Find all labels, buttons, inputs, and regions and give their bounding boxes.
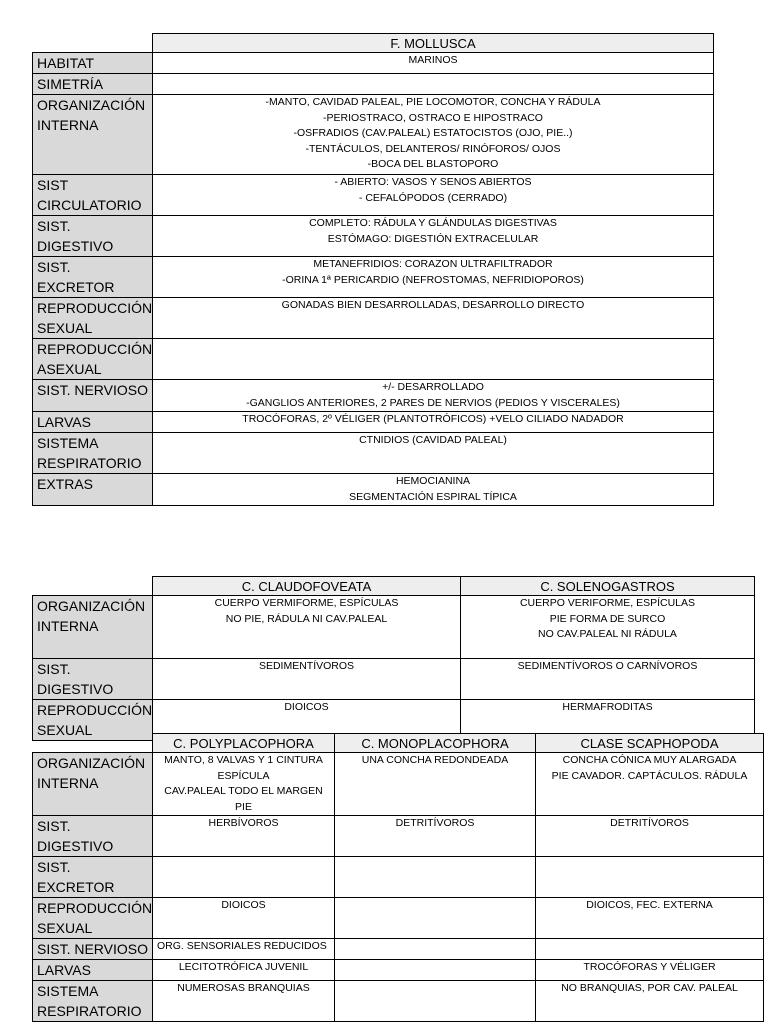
row-label-nervioso: [33, 380, 153, 412]
label-line: RESPIRATORIO: [37, 455, 142, 471]
label-line: INTERNA: [37, 618, 99, 634]
row-label-excretor: [33, 257, 153, 298]
cell-line: DIOICOS: [284, 701, 329, 713]
column-header: C. MONOPLACOPHORA: [335, 734, 536, 753]
label-line: SEXUAL: [37, 722, 93, 738]
row-label-organizacion: [33, 596, 153, 659]
table-cell: [335, 898, 536, 939]
table-cell: [536, 939, 764, 960]
table-cell: [335, 753, 536, 816]
row-label-extras: [33, 474, 153, 506]
label-line: ASEXUAL: [37, 361, 102, 377]
label-line: REPRODUCCIÓN: [37, 702, 153, 718]
label-line: REPRODUCCIÓN: [37, 300, 153, 316]
row-label-digestivo: [33, 816, 153, 857]
table-cell: [536, 816, 764, 857]
column-header: C. SOLENOGASTROS: [461, 577, 755, 596]
cell-line: UNA CONCHA REDONDEADA: [361, 754, 509, 766]
table-cell: [153, 816, 335, 857]
label-line: RESPIRATORIO: [37, 1003, 142, 1019]
cell-line: SEGMENTACIÓN ESPIRAL TÍPICA: [349, 490, 517, 503]
cell-line: SEDIMENTÍVOROS O CARNÍVOROS: [517, 660, 698, 672]
column-header: F. MOLLUSCA: [153, 34, 714, 53]
label-line: SEXUAL: [37, 920, 93, 936]
cell-line: DETRITÍVOROS: [395, 817, 475, 829]
label-line: CIRCULATORIO: [37, 197, 142, 213]
row-label-digestivo: [33, 216, 153, 257]
row-label-excretor: [33, 857, 153, 898]
column-header: C. POLYPLACOPHORA: [153, 734, 335, 753]
cell-line: - ABIERTO: VASOS Y SENOS ABIERTOS: [334, 176, 532, 188]
cell-line: -GANGLIOS ANTERIORES, 2 PARES DE NERVIOS (PEDIOS Y VISCERALES): [246, 396, 620, 409]
cell-respiratorio: [153, 433, 714, 474]
table-cell: [335, 981, 536, 1022]
cell-line: -BOCA DEL BLASTOPORO: [367, 158, 499, 170]
cell-line: -MANTO, CAVIDAD PALEAL, PIE LOCOMOTOR, CONCHA Y RÁDULA: [265, 96, 601, 108]
cell-line: +/- DESARROLLADO: [382, 381, 484, 393]
cell-line: - CEFALÓPODOS (CERRADO): [358, 191, 508, 204]
cell-line: DIOICOS, FEC. EXTERNA: [586, 899, 713, 911]
row-label-respiratorio: [33, 981, 153, 1022]
row-label-habitat: [33, 53, 153, 74]
cell-line: NO CAV.PALEAL NI RÁDULA: [538, 628, 677, 640]
cell-larvas: [153, 412, 714, 433]
cell-line: CUERPO VERMIFORME, ESPÍCULAS: [214, 597, 399, 609]
table-cell: [536, 981, 764, 1022]
corner-blank: [33, 734, 153, 753]
cell-line: TROCÓFORAS, 2º VÉLIGER (PLANTOTRÓFICOS) +VELO CILIADO NADADOR: [242, 413, 624, 425]
label-line: SEXUAL: [37, 320, 93, 336]
cell-line: CTNIDIOS (CAVIDAD PALEAL): [359, 434, 507, 446]
row-label-repro-sexual: [33, 298, 153, 339]
cell-organizacion: [153, 95, 714, 175]
cell-line: NO PIE, RÁDULA NI CAV.PALEAL: [225, 612, 388, 625]
cell-line: CAV.PALEAL TODO EL MARGEN PIE: [164, 785, 323, 813]
cell-line: SEDIMENTÍVOROS: [258, 660, 355, 672]
row-label-repro-asexual: [33, 339, 153, 380]
label-line: SIST. DIGESTIVO: [37, 661, 114, 697]
label-line: SIST. DIGESTIVO: [37, 818, 114, 854]
label-line: SIST. NERVIOSO: [37, 382, 148, 398]
label-line: ORGANIZACIÓN: [37, 755, 146, 771]
label-line: SIST. EXCRETOR: [37, 859, 115, 895]
cell-line: CONCHA CÓNICA MUY ALARGADA: [562, 754, 737, 766]
classes-table: [32, 733, 764, 1022]
table-cell: [335, 816, 536, 857]
table-cell: [461, 596, 755, 659]
cell-line: CUERPO VERIFORME, ESPÍCULAS: [519, 597, 696, 609]
aplacophora-table: [32, 576, 755, 741]
table-cell: [153, 753, 335, 816]
label-line: INTERNA: [37, 775, 99, 791]
table-cell: [153, 939, 335, 960]
cell-line: DETRITÍVOROS: [610, 817, 689, 829]
cell-line: HERMAFRODITAS: [562, 701, 653, 713]
label-line: LARVAS: [37, 414, 91, 430]
cell-line: -PERIOSTRACO, OSTRACO E HIPOSTRACO: [323, 111, 543, 124]
table-cell: [153, 659, 461, 700]
row-label-digestivo: [33, 659, 153, 700]
cell-line: HERBÍVOROS: [208, 817, 279, 829]
row-label-larvas: [33, 412, 153, 433]
cell-repro-sexual: [153, 298, 714, 339]
cell-line: NO BRANQUIAS, POR CAV. PALEAL: [561, 982, 738, 994]
table-cell: [335, 960, 536, 981]
label-line: LARVAS: [37, 962, 91, 978]
cell-line: GONADAS BIEN DESARROLLADAS, DESARROLLO DIRECTO: [281, 299, 585, 311]
cell-line: MANTO, 8 VALVAS Y 1 CINTURA ESPÍCULA: [164, 754, 323, 782]
cell-line: PIE CAVADOR. CAPTÁCULOS. RÁDULA: [551, 769, 748, 782]
table-cell: [153, 960, 335, 981]
cell-line: NUMEROSAS BRANQUIAS: [177, 982, 310, 994]
row-label-simetria: [33, 74, 153, 95]
table-cell: [153, 857, 335, 898]
label-line: INTERNA: [37, 117, 99, 133]
cell-circulatorio: [153, 175, 714, 216]
table-cell: [153, 596, 461, 659]
row-label-repro-sexual: [33, 898, 153, 939]
label-line: REPRODUCCIÓN: [37, 900, 153, 916]
label-line: EXTRAS: [37, 476, 94, 492]
row-label-larvas: [33, 960, 153, 981]
label-line: SIST. NERVIOSO: [37, 941, 148, 957]
corner-blank: [33, 577, 153, 596]
table-cell: [536, 898, 764, 939]
label-line: ORGANIZACIÓN: [37, 598, 146, 614]
cell-line: DIOICOS: [221, 899, 266, 911]
cell-line: COMPLETO: RÁDULA Y GLÁNDULAS DIGESTIVAS: [309, 217, 557, 229]
label-line: ORGANIZACIÓN: [37, 97, 146, 113]
cell-repro-asexual: [153, 339, 714, 380]
label-line: SISTEMA: [37, 983, 99, 999]
cell-line: ORG. SENSORIALES REDUCIDOS: [157, 940, 327, 952]
label-line: SISTEMA: [37, 435, 99, 451]
table-cell: [153, 898, 335, 939]
cell-line: LECITOTRÓFICA JUVENIL: [178, 961, 309, 973]
column-header: C. CLAUDOFOVEATA: [153, 577, 461, 596]
row-label-organizacion: [33, 753, 153, 816]
column-header: CLASE SCAPHOPODA: [536, 734, 764, 753]
row-label-organizacion: [33, 95, 153, 175]
cell-line: -ORINA 1ª PERICARDIO (NEFROSTOMAS, NEFRIDIOPOROS): [282, 273, 584, 286]
cell-nervioso: [153, 380, 714, 412]
table-cell: [335, 939, 536, 960]
table-cell: [536, 857, 764, 898]
cell-simetria: [153, 74, 714, 95]
table-cell: [461, 659, 755, 700]
table-cell: [536, 753, 764, 816]
table-cell: [536, 960, 764, 981]
label-line: SIMETRÍA: [37, 76, 104, 92]
cell-line: ESTÓMAGO: DIGESTIÓN EXTRACELULAR: [327, 232, 539, 245]
row-label-respiratorio: [33, 433, 153, 474]
row-label-circulatorio: [33, 175, 153, 216]
mollusca-table: [32, 33, 714, 506]
cell-line: HEMOCIANINA: [395, 475, 471, 487]
table-cell: [335, 857, 536, 898]
cell-extras: [153, 474, 714, 506]
row-label-nervioso: [33, 939, 153, 960]
label-line: REPRODUCCIÓN: [37, 341, 153, 357]
label-line: SIST: [37, 177, 69, 193]
corner-blank: [33, 34, 153, 53]
label-line: SIST. EXCRETOR: [37, 259, 115, 295]
cell-line: -TENTÁCULOS, DELANTEROS/ RINÓFOROS/ OJOS: [305, 142, 561, 155]
cell-digestivo: [153, 216, 714, 257]
cell-excretor: [153, 257, 714, 298]
cell-line: PIE FORMA DE SURCO: [549, 612, 666, 625]
cell-line: MARINOS: [408, 54, 458, 66]
label-line: HABITAT: [37, 55, 95, 71]
table-cell: [153, 981, 335, 1022]
cell-line: METANEFRIDIOS: CORAZON ULTRAFILTRADOR: [313, 258, 553, 270]
cell-habitat: [153, 53, 714, 74]
label-line: SIST. DIGESTIVO: [37, 218, 114, 254]
cell-line: TROCÓFORAS Y VÉLIGER: [583, 961, 716, 973]
cell-line: -OSFRADIOS (CAV.PALEAL) ESTATOCISTOS (OJO, PIE..): [293, 127, 573, 139]
